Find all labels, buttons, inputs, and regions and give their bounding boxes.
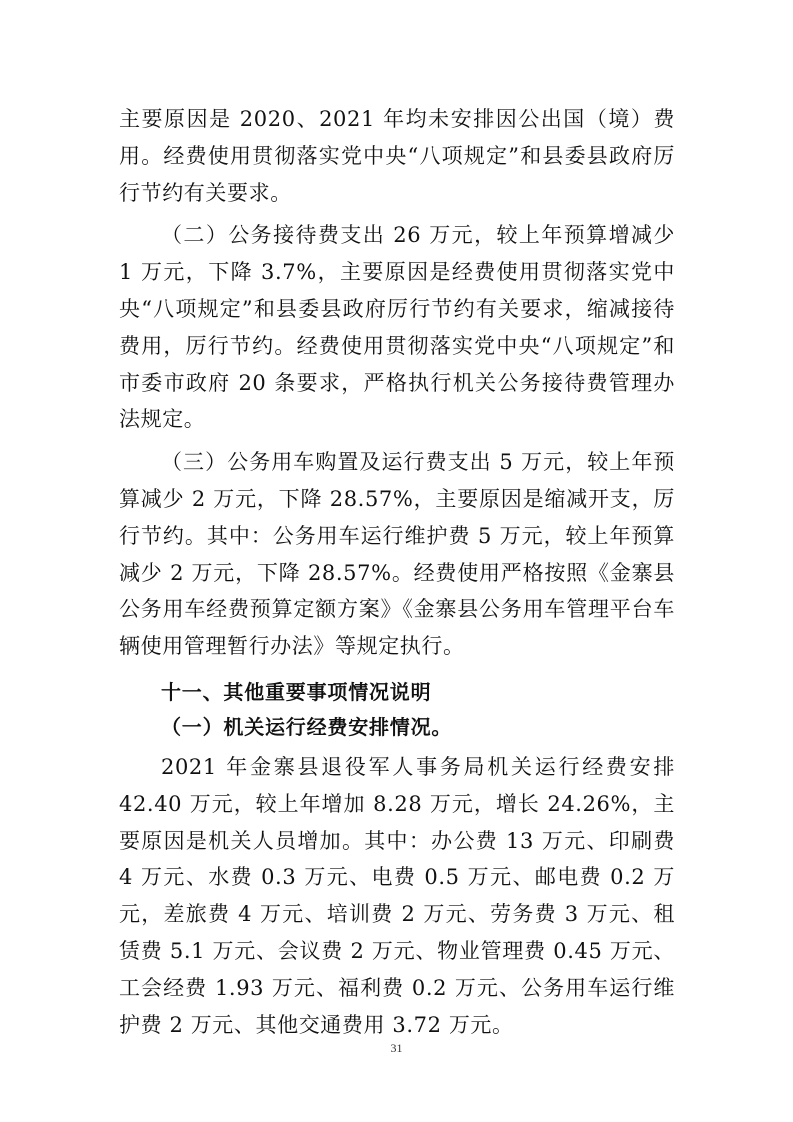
paragraph-vehicle-expenses: （三）公务用车购置及运行费支出 5 万元，较上年预算减少 2 万元，下降 28.57%，主要原因是缩减开支，厉行节约。其中：公务用车运行维护费 5 万元，较上年预算减少 2 万元，下降 28.57%。经费使用严格按照《金寨县公务用车经费预算定额方案》《金寨县公务用车管理平台车辆使用管理暂行办法》等规定执行。	[119, 450, 675, 659]
paragraph-operating-funds: 2021 年金寨县退役军人事务局机关运行经费安排 42.40 万元，较上年增加 8.28 万元，增长 24.26%，主要原因是机关人员增加。其中：办公费 13 万元、印刷费 4 万元、水费 0.3 万元、电费 0.5 万元、邮电费 0.2 万元，差旅费 4 万元、培训费 2 万元、劳务费 3 万元、租赁费 5.1 万元、会议费 2 万元、物业管理费 0.45 万元、工会经费 1.93 万元、福利费 0.2 万元、公务用车运行维护费 2 万元、其他交通费用 3.72 万元。	[119, 754, 675, 1037]
paragraph-reception-expenses: （二）公务接待费支出 26 万元，较上年预算增减少 1 万元，下降 3.7%，主要原因是经费使用贯彻落实党中央“八项规定”和县委县政府厉行节约有关要求，缩减接待费用，厉行节约。经费使用贯彻落实党中央“八项规定”和市委市政府 20 条要求，严格执行机关公务接待费管理办法规定。	[119, 223, 675, 432]
document-body	[119, 101, 675, 1043]
section-heading-other-matters: 十一、其他重要事项情况说明	[161, 679, 432, 704]
paragraph-foreign-travel-reason: 主要原因是 2020、2021 年均未安排因公出国（境）费用。经费使用贯彻落实党中央“八项规定”和县委县政府厉行节约有关要求。	[119, 107, 675, 205]
page-number: 31	[390, 1041, 403, 1055]
subsection-heading-operating-funds: （一）机关运行经费安排情况。	[161, 714, 453, 739]
